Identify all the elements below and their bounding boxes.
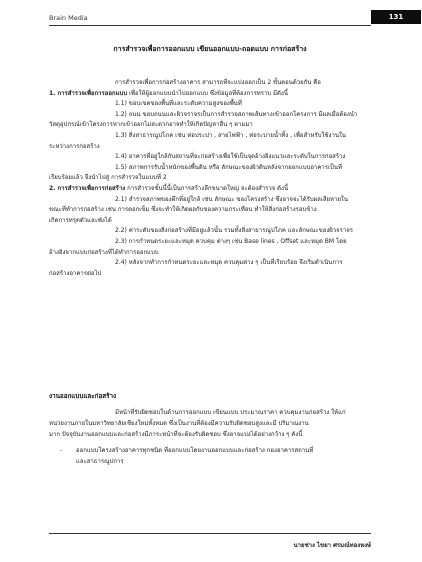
step-text: การสำรวจขั้นนี้นี้เป็นการสร้างลึกขนาดใหญ่ จะต้องสำรวจ ดังนี้ (125, 184, 289, 192)
bullet-dash: - (60, 446, 63, 454)
list-item-text: และสาธารณูปการ (76, 457, 124, 465)
paragraph-line: ระหว่างการก่อสร้าง (49, 142, 100, 150)
paragraph-line: 2.3) การกำหนดระยะและหมุด ควบคุม ต่างๆ เช่น Base lines , Offset และหมุด BM โดย (115, 237, 347, 245)
paragraph-line: 1.2) ถนน ขอบถนนและผิวจราจรเป็นการสำรวจสภาพเส้นทางเข้าออกโครงการ มีผลเมื่อต้องนำ (115, 110, 358, 118)
paragraph-line: 1.5) สภาพการรับน้ำหนักของพื้นดิน หรือ ลักษณะของผิวดินหลังจากออกแบบอาคารเป็นที่ (115, 163, 342, 171)
paragraph-line: 2.1) สำรวจสภาพของตึกที่อยู่ใกล้ เช่น ลักษณะ ของโครงสร้าง ซึ่งอาจจะได้รับผลเสียหายใน (115, 195, 348, 203)
paragraph-line: 2.2) ค่าระดับของสิ่งก่อสร้างที่มีอยู่แล้วนั้น รวมทั้งสิ่งสาธารณูปโภค และลักษณะของผิวจราจร (115, 227, 353, 235)
paragraph-line: ก่อสร้างอาคารต่อไป (49, 269, 102, 277)
body-section-1 (49, 78, 384, 279)
step-heading: 2. การสำรวจเพื่อการก่อสร้าง (49, 184, 126, 192)
step-text: เพื่อให้ผู้ออกแบบนำไปออกแบบ ซึ่งข้อมูลที่ต้องการทราบ มีดังนี้ (127, 89, 288, 97)
page-title: การสำรวจเพื่อการออกแบบ เขียนออกแบบ-ถอดแบบ การก่อสร้าง (113, 45, 307, 53)
paragraph-line: อ้างอิงจากแบบก่อสร้างที่ได้ทำการออกแบบ (49, 248, 159, 256)
list-item-text: ออกแบบโครงสร้างอาคารทุกชนิด ที่ออกแบบโดยงานออกแบบและก่อสร้าง กองอาคารสถานที่ (76, 446, 314, 454)
body-section-2 (49, 407, 384, 467)
footer-author: นายช่าง ไขยา ศรมณ์ทองหงษ์ (293, 542, 371, 549)
brand-label: Brain Media (49, 14, 88, 22)
paragraph-line: หน่วยงานภายในมหาวิทยาลัยเชียงใหม่ทั้งหมด ซึ่งเป็นงานที่ต้องมีความรับผิดชอบสูงและมี ปริมาณงาน (49, 420, 309, 428)
paragraph-line: การสำรวจเพื่อการก่อสร้างอาคาร สามารถที่จะแบ่งออกเป็น 2 ขั้นตอนด้วยกัน คือ (115, 79, 321, 86)
step-heading: 1. การสำรวจเพื่อการออกแบบ (49, 89, 128, 97)
paragraph-line: วัสดุอุปกรณ์เข้าโครงการหากเข้าออกไม่สะดวกอาจทำให้เกิดปัญหาอื่น ๆ ตามมา (49, 121, 253, 129)
section-heading: งานออกแบบและก่อสร้าง (49, 393, 117, 400)
paragraph-line: 1.1) ขอบเขตของพื้นที่และระดับความสูงของพื้นที่ (115, 100, 242, 108)
paragraph-line (49, 184, 384, 195)
paragraph-line: เกิดการทรุดตัวและพังได้ (49, 216, 112, 224)
paragraph-line: มาก ปัจจุบันงานออกแบบและก่อสร้างมีภาระหน้าที่จะต้องรับผิดชอบ ซึ่งอาจแบ่งได้อย่างกว้าง ๆ ดังนี้ (49, 431, 303, 439)
paragraph-line: ขณะที่ทำการก่อสร้าง เช่น การตอกเข็ม ซึ่งจะทำให้เกิดผลกับของความกระเทือน ทำให้สิ่งก่อสร้างรอบข้าง (49, 206, 317, 214)
paragraph-line: 1.3) สิ่งสาธารณูปโภค เช่น ท่อประปา , สายไฟฟ้า , ท่อระบายน้ำทิ้ง , เพื่อสำหรับใช้งานใน (115, 131, 346, 139)
paragraph-line (49, 89, 384, 100)
header-rule (49, 25, 371, 26)
paragraph-line: 2.4) หลังจากทำการกำหนดระยะและหมุด ควบคุมต่าง ๆ เป็นที่เรียบร้อย จึงเริ่มดำเนินการ (115, 259, 343, 267)
page-number: 131 (371, 10, 421, 24)
list-item (49, 445, 384, 456)
paragraph-line: เรียบร้อยแล้ว จึงนำไปสู่ การสำรวจในแบบที่ 2 (49, 174, 167, 182)
paragraph-line: มีหน้าที่รับผิดชอบในด้านการออกแบบ เขียนแบบ ประมาณราคา ควบคุมงานก่อสร้าง ให้แก่ (115, 409, 346, 416)
paragraph-line: 1.4) อาคารที่อยู่ใกล้กับสถานที่จะก่อสร้างเพื่อใช้เป็นจุดอ้างอิงแนวและระดับในการก่อสร้าง (115, 153, 346, 161)
footer-rule (49, 533, 371, 534)
